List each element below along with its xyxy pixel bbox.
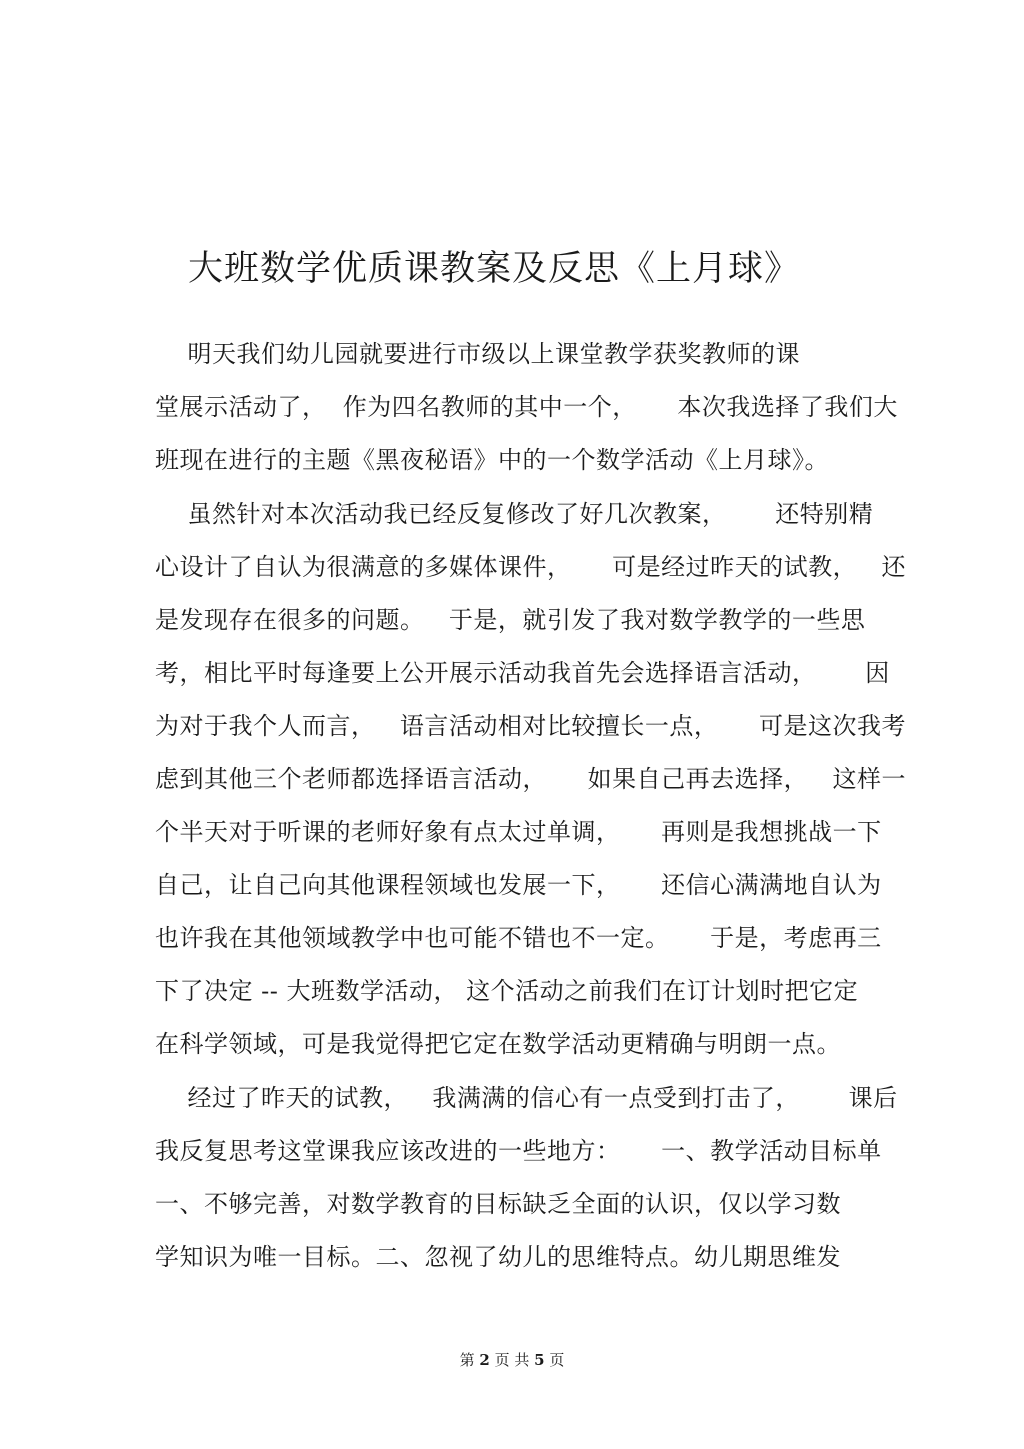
footer-page-suffix: 页 xyxy=(544,1351,565,1369)
page-footer xyxy=(0,1350,1024,1370)
text-line: 为对于我个人而言， 语言活动相对比较擅长一点， 可是这次我考 xyxy=(155,712,907,740)
text-line: 在科学领域，可是我觉得把它定在数学活动更精确与明朗一点。 xyxy=(155,1030,841,1058)
footer-page-prefix: 第 xyxy=(459,1351,480,1369)
text-line: 下了决定 -- 大班数学活动， 这个活动之前我们在订计划时把它定 xyxy=(155,977,859,1005)
paragraph-1 xyxy=(155,334,898,480)
footer-page-middle: 页 共 xyxy=(489,1351,535,1369)
text-line: 是发现存在很多的问题。 于是，就引发了我对数学教学的一些思 xyxy=(155,606,866,634)
text-line: 班现在进行的主题《黑夜秘语》中的一个数学活动《上月球》。 xyxy=(155,446,829,474)
text-line: 明天我们幼儿园就要进行市级以上课堂教学获奖教师的课 xyxy=(155,340,801,368)
text-line: 也许我在其他领域教学中也可能不错也不一定。 于是，考虑再三 xyxy=(155,924,882,952)
text-line: 学知识为唯一目标。二、忽视了幼儿的思维特点。幼儿期思维发 xyxy=(155,1243,841,1271)
footer-current-page: 2 xyxy=(479,1351,490,1369)
document-body xyxy=(155,334,907,1291)
text-line: 考，相比平时每逢要上公开展示活动我首先会选择语言活动， 因 xyxy=(155,659,890,687)
paragraph-3 xyxy=(155,1078,898,1277)
text-line: 心设计了自认为很满意的多媒体课件， 可是经过昨天的试教， 还 xyxy=(155,553,907,581)
text-line: 虑到其他三个老师都选择语言活动， 如果自己再去选择， 这样一 xyxy=(155,765,907,793)
text-line: 一、不够完善，对数学教育的目标缺乏全面的认识，仅以学习数 xyxy=(155,1190,841,1218)
paragraph-2 xyxy=(155,494,907,1064)
text-line: 堂展示活动了， 作为四名教师的其中一个， 本次我选择了我们大 xyxy=(155,393,898,421)
footer-total-pages: 5 xyxy=(534,1351,545,1369)
document-title: 大班数学优质课教案及反思《上月球》 xyxy=(188,249,801,289)
text-line: 自己，让自己向其他课程领域也发展一下， 还信心满满地自认为 xyxy=(155,871,882,899)
text-line: 我反复思考这堂课我应该改进的一些地方： 一、教学活动目标单 xyxy=(155,1137,882,1165)
text-line: 个半天对于听课的老师好象有点太过单调， 再则是我想挑战一下 xyxy=(155,818,882,846)
text-line: 虽然针对本次活动我已经反复修改了好几次教案， 还特别精 xyxy=(155,500,874,528)
text-line: 经过了昨天的试教， 我满满的信心有一点受到打击了， 课后 xyxy=(155,1084,898,1112)
